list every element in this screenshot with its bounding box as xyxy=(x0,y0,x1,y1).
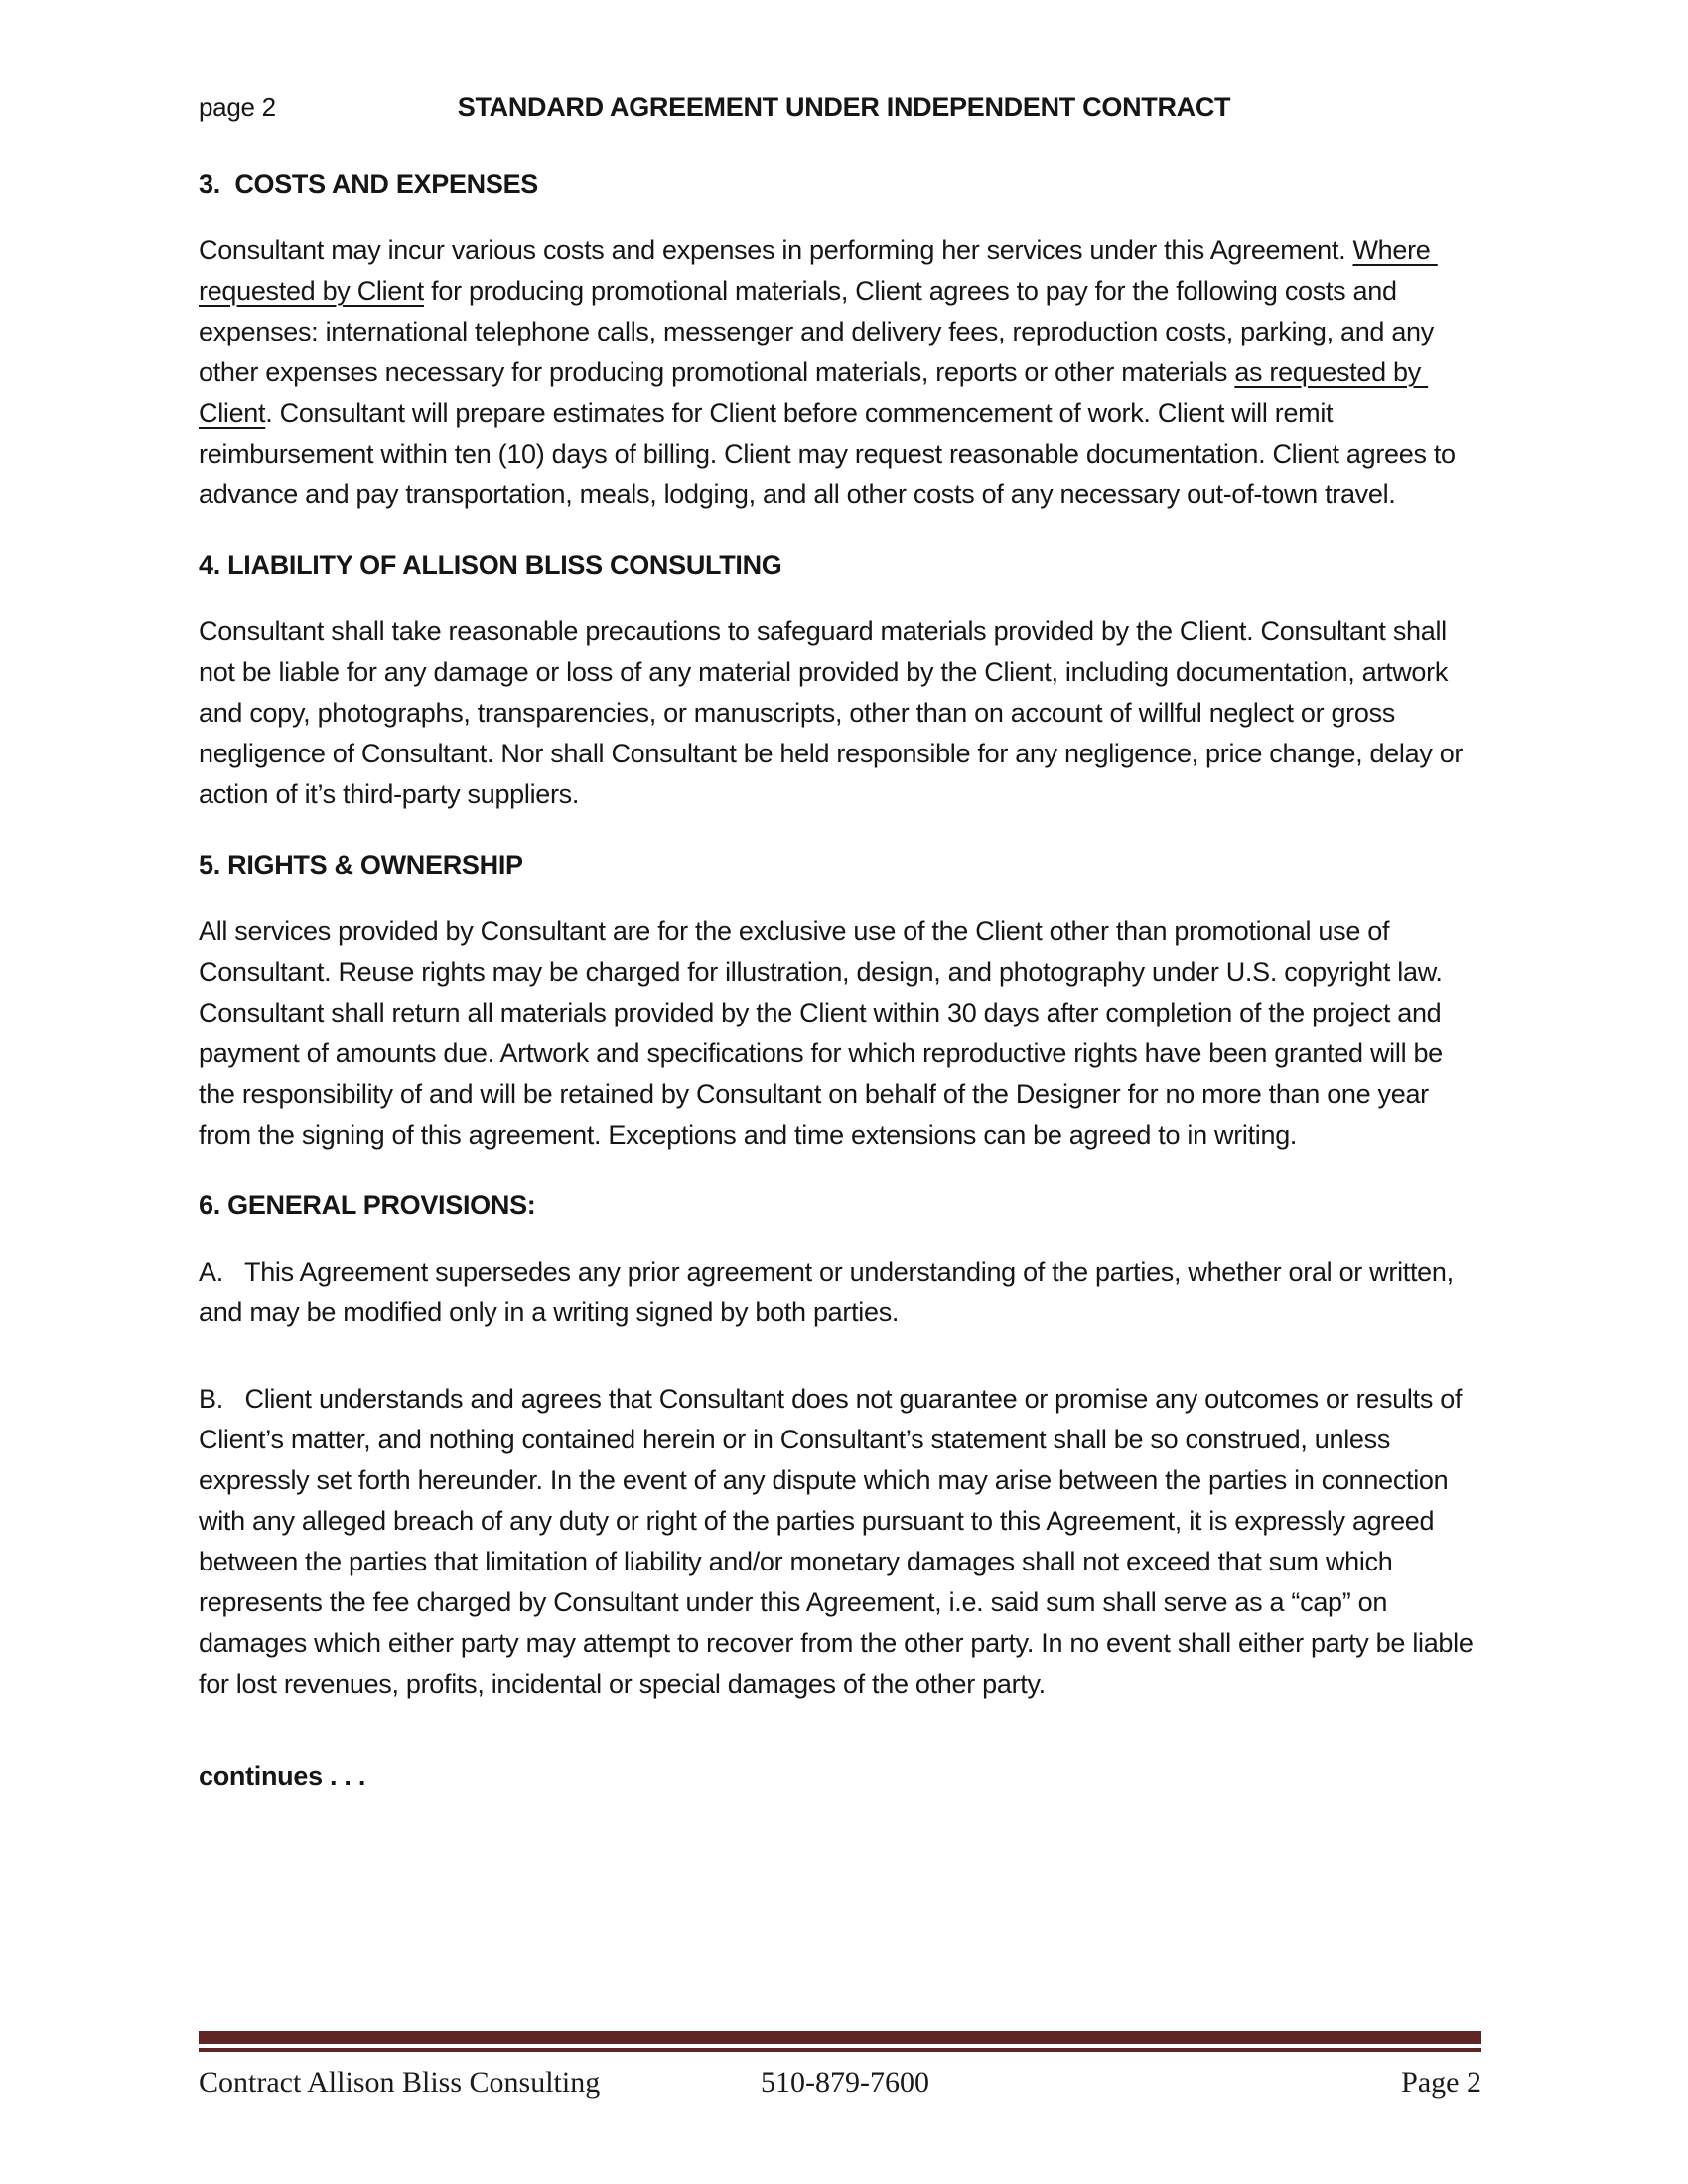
paragraph-liability: Consultant shall take reasonable precautions to safeguard materials provided by the Client. Consultant shall not be liable for any damage or loss of any material provided by the Client, including documentation, artwork and copy, photographs, transparencies, or manuscripts, other than on account of willful neglect or gross negligence of Consultant. Nor shall Consultant be held responsible for any negligence, price change, delay or action of it’s third-party suppliers. xyxy=(199,616,1471,809)
document-title: STANDARD AGREEMENT UNDER INDEPENDENT CONTRACT xyxy=(457,92,1231,122)
continues-label: continues . . . xyxy=(199,1761,366,1791)
paragraph-costs xyxy=(199,230,1479,515)
footer-divider-rule xyxy=(199,2031,1481,2052)
paragraph-general-item-b: B. Client understands and agrees that Consultant does not guarantee or promise any outcomes or results of Client’s matter, and nothing contained herein or in Consultant’s statement shall be so construed, unless expressly set forth hereunder. In the event of any dispute which may arise between the parties in connection with any alleged breach of any duty or right of the parties pursuant to this Agreement, it is expressly agreed between the parties that limitation of liability and/or monetary damages shall not exceed that sum which represents the fee charged by Consultant under this Agreement, i.e. said sum shall serve as a “cap” on damages which either party may attempt to recover from the other party. In no event shall either party be liable for lost revenues, profits, incidental or special damages of the other party. xyxy=(199,1384,1480,1699)
section-heading-liability: 4. LIABILITY OF ALLISON BLISS CONSULTING xyxy=(199,550,782,580)
costs-text-segment: . Consultant will prepare estimates for Client before commencement of work. Client will remit reimbursement within ten (10) days of billing. Client may request reasonable documentation. Client agrees to advance and pay transportation, meals, lodging, and all other costs of any necessary out-of-town travel. xyxy=(199,398,1463,509)
header-page-label: page 2 xyxy=(199,92,276,122)
costs-text-segment: Consultant may incur various costs and expenses in performing her services under this Agreement. xyxy=(199,235,1353,265)
page-header xyxy=(199,87,1479,128)
paragraph-general-item-a: A. This Agreement supersedes any prior agreement or understanding of the parties, whether oral or written, and may be modified only in a writing signed by both parties. xyxy=(199,1257,1462,1327)
section-heading-general: 6. GENERAL PROVISIONS: xyxy=(199,1190,536,1220)
section-heading-costs: 3. COSTS AND EXPENSES xyxy=(199,169,538,199)
page-footer xyxy=(199,2031,1481,2101)
costs-text-segment: for producing promotional materials, Client agrees to pay for the following costs and expenses: international telephone calls, messenger and delivery fees, reproduction costs, parking, and any other expenses necessary for producing promotional materials, reports or other materials xyxy=(199,276,1442,387)
costs-underlined-phrase-1: Where requested by Client xyxy=(199,235,1438,306)
footer-phone: 510-879-7600 xyxy=(761,2066,929,2099)
paragraph-rights: All services provided by Consultant are for the exclusive use of the Client other than promotional use of Consultant. Reuse rights may be charged for illustration, design, and photography under U.S. copyright law. Consultant shall return all materials provided by the Client within 30 days after completion of the project and payment of amounts due. Artwork and specifications for which reproductive rights have been granted will be the responsibility of and will be retained by Consultant on behalf of the Designer for no more than one year from the signing of this agreement. Exceptions and time extensions can be agreed to in writing. xyxy=(199,916,1451,1150)
footer-text-row xyxy=(199,2065,1481,2101)
costs-underlined-phrase-2: as requested by Client xyxy=(199,357,1429,428)
footer-page-number: Page 2 xyxy=(1401,2066,1481,2099)
footer-company: Contract Allison Bliss Consulting xyxy=(199,2066,601,2099)
section-heading-rights: 5. RIGHTS & OWNERSHIP xyxy=(199,850,523,880)
